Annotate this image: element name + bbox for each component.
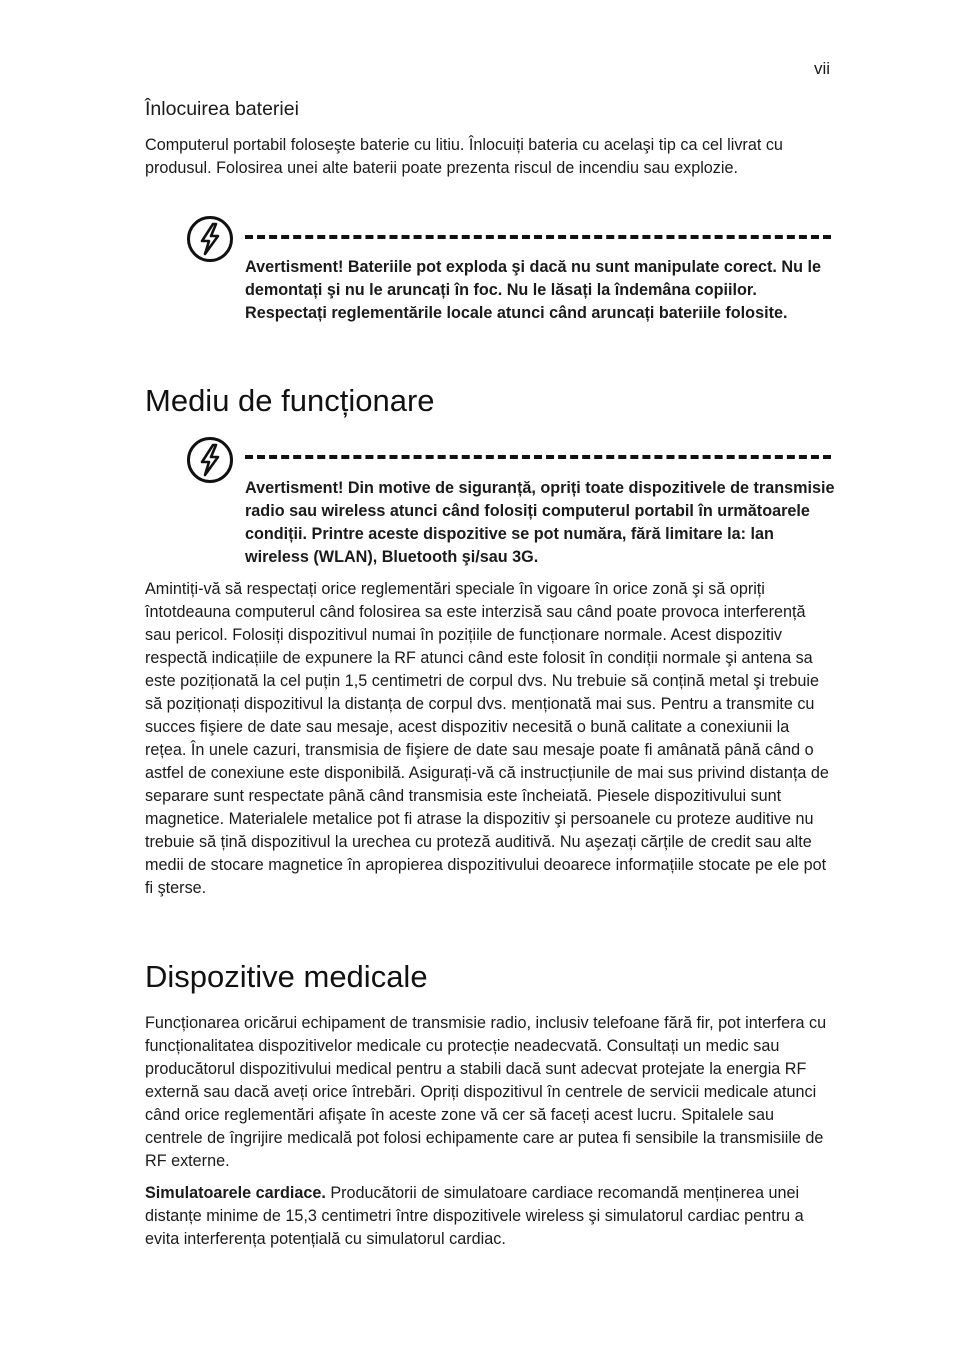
page-number: vii — [813, 59, 830, 78]
pacemaker-text: Producătorii de simulatoare cardiace recomandă menținerea unei distanțe minime de 15,3 centimetri între dispozitivele wireless şi simulatorul cardiac pentru a evita interferența potențială cu simulatorul cardiac. — [145, 1184, 804, 1248]
lightning-warning-icon — [186, 436, 234, 484]
environment-heading: Mediu de funcționare — [145, 383, 435, 418]
battery-heading: Înlocuirea bateriei — [145, 98, 299, 120]
warning-divider — [245, 455, 831, 459]
environment-paragraph: Amintiți-vă să respectați orice reglementări speciale în vigoare în orice zonă şi să opriți întotdeauna computerul când folosirea sa este interzisă sau când poate provoca interferență sau pericol. Folosiți dispozitivul numai în pozițiile de funcționare normale. Acest dispozitiv respectă indicațiile de expunere la RF atunci când este folosit în condiții normale şi antena sa este poziționată la cel puțin 1,5 centimetri de corpul dvs. Nu trebuie să conțină metal şi trebuie să poziționați dispozitivul la distanța de corpul dvs. menționată mai sus. Pentru a transmite cu succes fişiere de date sau mesaje, acest dispozitiv necesită o bună calitate a conexiunii la rețea. În unele cazuri, transmisia de fişiere de date sau mesaje poate fi amânată până când o astfel de conexiune este disponibilă. Asigurați-vă că instrucțiunile de mai sus privind distanța de separare sunt respectate până când transmisia este încheiată. Piesele dispozitivului sunt magnetice. Materialele metalice pot fi atrase la dispozitiv şi persoanele cu proteze auditive nu trebuie să țină dispozitivul la urechea cu proteză auditivă. Nu aşezați cărțile de credit sau alte medii de stocare magnetice în apropierea dispozitivului deoarece informațiile stocate pe ele pot fi şterse. — [145, 580, 829, 897]
medical-heading: Dispozitive medicale — [145, 959, 428, 994]
battery-warning: Avertisment! Bateriile pot exploda şi dacă nu sunt manipulate corect. Nu le demontați şi nu le aruncați în foc. Nu le lăsați la îndemâna copiilor. Respectați reglementările locale atunci când aruncați bateriile folosite. — [245, 258, 821, 322]
pacemaker-label: Simulatoarele cardiace. — [145, 1184, 326, 1202]
pacemaker-paragraph — [145, 1182, 835, 1251]
environment-warning: Avertisment! Din motive de siguranță, opriți toate dispozitivele de transmisie radio sau wireless atunci când folosiți computerul portabil în următoarele condiții. Printre aceste dispozitive se pot număra, fără limitare la: lan wireless (WLAN), Bluetooth şi/sau 3G. — [245, 479, 835, 566]
battery-paragraph: Computerul portabil foloseşte baterie cu litiu. Înlocuiți bateria cu acelaşi tip ca cel livrat cu produsul. Folosirea unei alte baterii poate prezenta riscul de incendiu sau explozie. — [145, 136, 783, 177]
lightning-warning-icon — [186, 215, 234, 263]
warning-divider — [245, 235, 831, 239]
medical-paragraph: Funcționarea oricărui echipament de transmisie radio, inclusiv telefoane fără fir, pot interfera cu funcționalitatea dispozitivelor medicale cu protecție neadecvată. Consultați un medic sau producătorul dispozitivului medical pentru a stabili dacă sunt adecvat protejate la energia RF externă sau dacă aveți orice întrebări. Opriți dispozitivul în centrele de servicii medicale atunci când orice reglementări afişate în aceste zone vă cer să faceți acest lucru. Spitalele sau centrele de îngrijire medicală pot folosi echipamente care ar putea fi sensibile la transmisiile de RF externe. — [145, 1014, 827, 1170]
